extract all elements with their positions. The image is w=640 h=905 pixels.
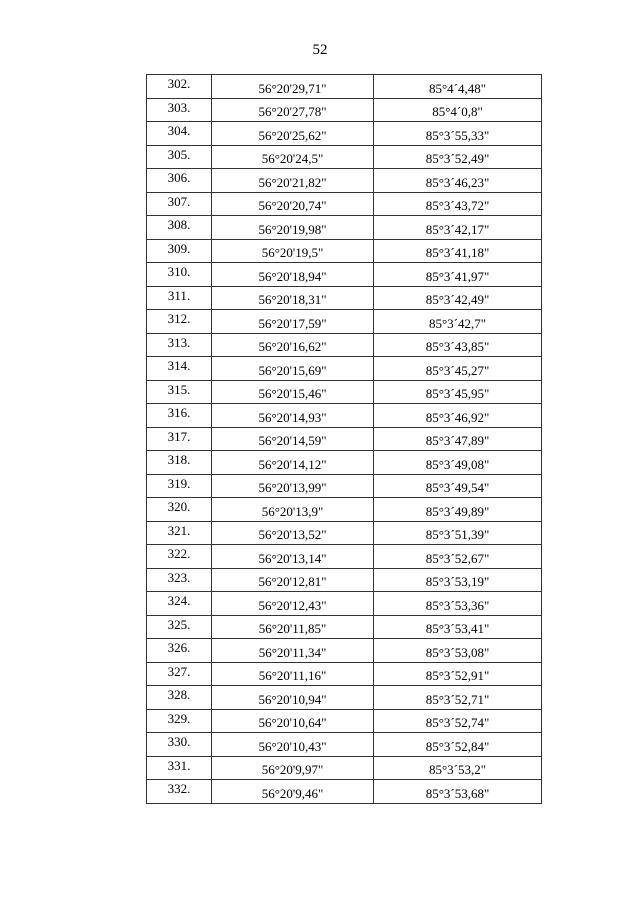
table-row <box>147 427 542 451</box>
latitude-cell: 56°20'13,9" <box>212 498 374 522</box>
point-number-cell: 318. <box>147 451 212 475</box>
coordinates-table-body <box>147 75 542 804</box>
table-row <box>147 145 542 169</box>
point-number-cell: 325. <box>147 615 212 639</box>
point-number-cell: 314. <box>147 357 212 381</box>
point-number-cell: 321. <box>147 521 212 545</box>
table-row <box>147 357 542 381</box>
table-row <box>147 615 542 639</box>
longitude-cell: 85°4´4,48" <box>374 75 542 99</box>
point-number-cell: 326. <box>147 639 212 663</box>
point-number-cell: 322. <box>147 545 212 569</box>
coordinates-table <box>146 74 542 804</box>
longitude-cell: 85°3´52,74" <box>374 709 542 733</box>
longitude-cell: 85°3´49,89" <box>374 498 542 522</box>
point-number-cell: 324. <box>147 592 212 616</box>
table-row <box>147 498 542 522</box>
table-row <box>147 239 542 263</box>
table-row <box>147 686 542 710</box>
longitude-cell: 85°3´52,49" <box>374 145 542 169</box>
point-number-cell: 305. <box>147 145 212 169</box>
latitude-cell: 56°20'13,99" <box>212 474 374 498</box>
latitude-cell: 56°20'11,85" <box>212 615 374 639</box>
longitude-cell: 85°3´53,68" <box>374 780 542 804</box>
longitude-cell: 85°3´52,71" <box>374 686 542 710</box>
table-row <box>147 709 542 733</box>
latitude-cell: 56°20'15,69" <box>212 357 374 381</box>
point-number-cell: 320. <box>147 498 212 522</box>
latitude-cell: 56°20'14,12" <box>212 451 374 475</box>
point-number-cell: 319. <box>147 474 212 498</box>
longitude-cell: 85°3´52,91" <box>374 662 542 686</box>
table-row <box>147 263 542 287</box>
point-number-cell: 306. <box>147 169 212 193</box>
table-row <box>147 521 542 545</box>
point-number-cell: 330. <box>147 733 212 757</box>
table-row <box>147 545 542 569</box>
table-row <box>147 380 542 404</box>
latitude-cell: 56°20'24,5" <box>212 145 374 169</box>
latitude-cell: 56°20'20,74" <box>212 192 374 216</box>
latitude-cell: 56°20'10,43" <box>212 733 374 757</box>
point-number-cell: 307. <box>147 192 212 216</box>
table-row <box>147 733 542 757</box>
table-row <box>147 122 542 146</box>
longitude-cell: 85°3´41,18" <box>374 239 542 263</box>
table-row <box>147 639 542 663</box>
longitude-cell: 85°3´55,33" <box>374 122 542 146</box>
point-number-cell: 313. <box>147 333 212 357</box>
longitude-cell: 85°3´53,36" <box>374 592 542 616</box>
longitude-cell: 85°3´53,2" <box>374 756 542 780</box>
latitude-cell: 56°20'19,5" <box>212 239 374 263</box>
table-row <box>147 592 542 616</box>
longitude-cell: 85°3´49,54" <box>374 474 542 498</box>
latitude-cell: 56°20'18,31" <box>212 286 374 310</box>
point-number-cell: 316. <box>147 404 212 428</box>
longitude-cell: 85°3´42,17" <box>374 216 542 240</box>
point-number-cell: 327. <box>147 662 212 686</box>
table-row <box>147 192 542 216</box>
longitude-cell: 85°3´51,39" <box>374 521 542 545</box>
latitude-cell: 56°20'27,78" <box>212 98 374 122</box>
longitude-cell: 85°3´52,67" <box>374 545 542 569</box>
point-number-cell: 310. <box>147 263 212 287</box>
latitude-cell: 56°20'16,62" <box>212 333 374 357</box>
latitude-cell: 56°20'21,82" <box>212 169 374 193</box>
latitude-cell: 56°20'29,71" <box>212 75 374 99</box>
point-number-cell: 309. <box>147 239 212 263</box>
latitude-cell: 56°20'9,46" <box>212 780 374 804</box>
point-number-cell: 317. <box>147 427 212 451</box>
point-number-cell: 331. <box>147 756 212 780</box>
table-row <box>147 451 542 475</box>
longitude-cell: 85°3´53,08" <box>374 639 542 663</box>
longitude-cell: 85°3´41,97" <box>374 263 542 287</box>
latitude-cell: 56°20'13,52" <box>212 521 374 545</box>
latitude-cell: 56°20'10,94" <box>212 686 374 710</box>
point-number-cell: 315. <box>147 380 212 404</box>
longitude-cell: 85°3´46,92" <box>374 404 542 428</box>
point-number-cell: 328. <box>147 686 212 710</box>
table-row <box>147 662 542 686</box>
page-number: 52 <box>312 42 328 58</box>
latitude-cell: 56°20'13,14" <box>212 545 374 569</box>
latitude-cell: 56°20'15,46" <box>212 380 374 404</box>
latitude-cell: 56°20'11,34" <box>212 639 374 663</box>
latitude-cell: 56°20'11,16" <box>212 662 374 686</box>
longitude-cell: 85°3´53,19" <box>374 568 542 592</box>
table-row <box>147 75 542 99</box>
latitude-cell: 56°20'18,94" <box>212 263 374 287</box>
latitude-cell: 56°20'10,64" <box>212 709 374 733</box>
latitude-cell: 56°20'19,98" <box>212 216 374 240</box>
longitude-cell: 85°3´42,49" <box>374 286 542 310</box>
table-row <box>147 310 542 334</box>
table-row <box>147 474 542 498</box>
point-number-cell: 304. <box>147 122 212 146</box>
longitude-cell: 85°3´45,95" <box>374 380 542 404</box>
point-number-cell: 302. <box>147 75 212 99</box>
point-number-cell: 308. <box>147 216 212 240</box>
point-number-cell: 303. <box>147 98 212 122</box>
table-row <box>147 98 542 122</box>
table-row <box>147 169 542 193</box>
latitude-cell: 56°20'25,62" <box>212 122 374 146</box>
longitude-cell: 85°3´52,84" <box>374 733 542 757</box>
table-row <box>147 333 542 357</box>
latitude-cell: 56°20'9,97" <box>212 756 374 780</box>
longitude-cell: 85°3´42,7" <box>374 310 542 334</box>
point-number-cell: 312. <box>147 310 212 334</box>
latitude-cell: 56°20'14,59" <box>212 427 374 451</box>
longitude-cell: 85°3´53,41" <box>374 615 542 639</box>
longitude-cell: 85°3´45,27" <box>374 357 542 381</box>
longitude-cell: 85°3´46,23" <box>374 169 542 193</box>
point-number-cell: 311. <box>147 286 212 310</box>
latitude-cell: 56°20'14,93" <box>212 404 374 428</box>
table-row <box>147 568 542 592</box>
longitude-cell: 85°3´43,72" <box>374 192 542 216</box>
table-row <box>147 404 542 428</box>
longitude-cell: 85°4´0,8" <box>374 98 542 122</box>
longitude-cell: 85°3´49,08" <box>374 451 542 475</box>
table-row <box>147 286 542 310</box>
latitude-cell: 56°20'12,43" <box>212 592 374 616</box>
longitude-cell: 85°3´47,89" <box>374 427 542 451</box>
table-row <box>147 780 542 804</box>
point-number-cell: 332. <box>147 780 212 804</box>
latitude-cell: 56°20'12,81" <box>212 568 374 592</box>
table-row <box>147 756 542 780</box>
longitude-cell: 85°3´43,85" <box>374 333 542 357</box>
point-number-cell: 323. <box>147 568 212 592</box>
latitude-cell: 56°20'17,59" <box>212 310 374 334</box>
table-row <box>147 216 542 240</box>
point-number-cell: 329. <box>147 709 212 733</box>
